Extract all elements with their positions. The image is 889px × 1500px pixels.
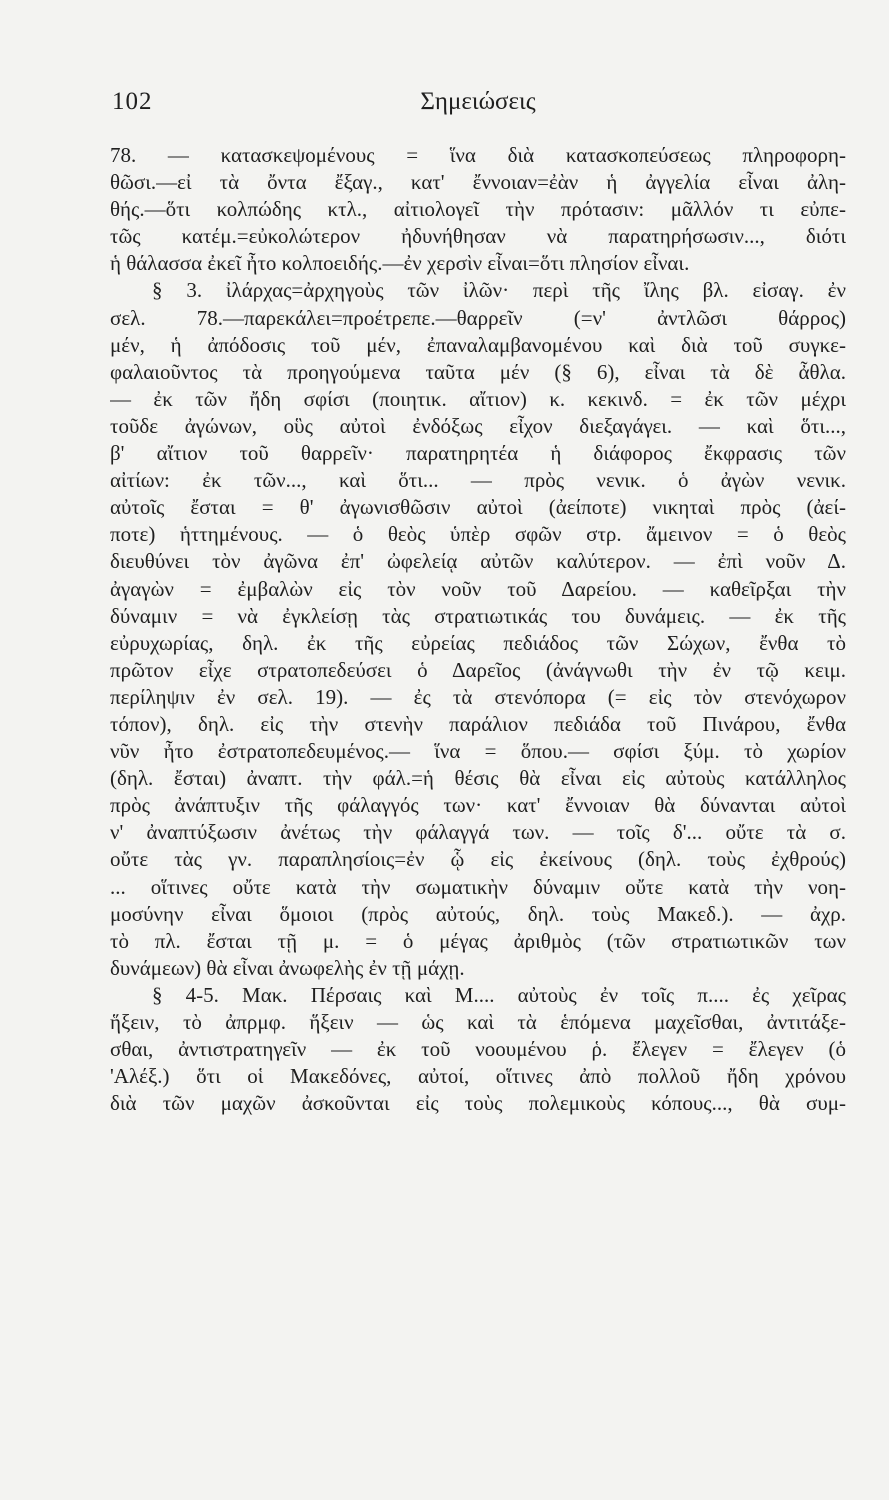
text-line: διευθύνει τὸν ἀγῶνα ἐπ' ὠφελείᾳ αὐτῶν καλύτερον. — ἐπὶ νοῦν Δ. xyxy=(110,549,846,574)
text-line: ἥξειν, τὸ ἀπρμφ. ἥξειν — ὡς καὶ τὰ ἑπόμενα μαχεῖσθαι, ἀντιτάξε- xyxy=(110,1010,846,1034)
text-line: β' αἴτιον τοῦ θαρρεῖν· παρατηρητέα ἡ διάφορος ἔκφρασις τῶν xyxy=(110,441,846,466)
text-line: φαλαιοῦντος τὰ προηγούμενα ταῦτα μέν (§ 6), εἶναι τὰ δὲ ἆθλα. xyxy=(110,359,846,384)
text-line: αὐτοῖς ἔσται = θ' ἀγωνισθῶσιν αὐτοὶ (ἀείποτε) νικηταὶ πρὸς (ἀεί- xyxy=(110,495,846,520)
text-line: ποτε) ἡττημένους. — ὁ θεὸς ὑπὲρ σφῶν στρ. ἄμεινον = ὁ θεὸς xyxy=(110,522,846,547)
text-line: § 3. ἰλάρχας=ἀρχηγοὺς τῶν ἰλῶν· περὶ τῆς ἴλης βλ. εἰσαγ. ἐν xyxy=(152,278,846,303)
text-line: τὸ πλ. ἔσται τῇ μ. = ὁ μέγας ἀριθμὸς (τῶν στρατιωτικῶν των xyxy=(110,928,846,953)
notes-body xyxy=(110,142,846,1117)
text-line: ἀγαγὼν = ἐμβαλὼν εἰς τὸν νοῦν τοῦ Δαρείου. — καθεῖρξαι τὴν xyxy=(110,576,846,601)
text-line: οὔτε τὰς γν. παραπλησίοις=ἐν ᾧ εἰς ἐκείνους (δηλ. τοὺς ἐχθρούς) xyxy=(110,847,846,872)
text-line: θής.—ὅτι κολπώδης κτλ., αἰτιολογεῖ τὴν πρότασιν: μᾶλλόν τι εὐπε- xyxy=(110,197,846,222)
text-line: 78. — κατασκεψομένους = ἵνα διὰ κατασκοπεύσεως πληροφορη- xyxy=(110,143,846,167)
text-line: σελ. 78.—παρεκάλει=προέτρεπε.—θαρρεῖν (=ν' ἀντλῶσι θάρρος) xyxy=(110,305,846,330)
text-line: νῦν ἦτο ἐστρατοπεδευμένος.— ἵνα = ὅπου.— σφίσι ξύμ. τὸ χωρίον xyxy=(110,739,846,764)
text-line: ν' ἀναπτύξωσιν ἀνέτως τὴν φάλαγγά των. — τοῖς δ'... οὔτε τὰ σ. xyxy=(110,820,846,845)
text-line: σθαι, ἀντιστρατηγεῖν — ἐκ τοῦ νοουμένου ῥ. ἔλεγεν = ἔλεγεν (ὁ xyxy=(110,1037,846,1062)
text-line: περίληψιν ἐν σελ. 19). — ἐς τὰ στενόπορα (= εἰς τὸν στενόχωρον xyxy=(110,684,846,709)
text-line: § 4-5. Μακ. Πέρσαις καὶ Μ.... αὐτοὺς ἐν τοῖς π.... ἐς χεῖρας xyxy=(152,982,846,1007)
text-line: — ἐκ τῶν ἤδη σφίσι (ποιητικ. αἴτιον) κ. κεκινδ. = ἐκ τῶν μέχρι xyxy=(110,386,846,411)
text-line: (δηλ. ἔσται) ἀναπτ. τὴν φάλ.=ἡ θέσις θὰ εἶναι εἰς αὐτοὺς κατάλληλος xyxy=(110,766,846,791)
text-line: δυνάμεων) θὰ εἶναι ἀνωφελὴς ἐν τῇ μάχῃ. xyxy=(110,955,465,980)
text-line: ἡ θάλασσα ἐκεῖ ἦτο κολποειδής.—ἐν χερσὶν εἶναι=ὅτι πλησίον εἶναι. xyxy=(110,251,690,276)
running-title: Σημειώσεις xyxy=(420,88,536,115)
text-line: τῶς κατέμ.=εὐκολώτερον ἠδυνήθησαν νὰ παρατηρήσωσιν..., διότι xyxy=(110,224,846,249)
text-line: τοῦδε ἀγώνων, οὓς αὐτοὶ ἐνδόξως εἶχον διεξαγάγει. — καὶ ὅτι..., xyxy=(110,413,846,438)
text-line: μοσύνην εἶναι ὅμοιοι (πρὸς αὐτούς, δηλ. τοὺς Μακεδ.). — ἀχρ. xyxy=(110,901,846,926)
text-line: τόπον), δηλ. εἰς τὴν στενὴν παράλιον πεδιάδα τοῦ Πινάρου, ἔνθα xyxy=(110,711,846,736)
text-line: πρὸς ἀνάπτυξιν τῆς φάλαγγός των· κατ' ἔννοιαν θὰ δύνανται αὐτοὶ xyxy=(110,793,846,818)
text-line: θῶσι.—εἰ τὰ ὄντα ἔξαγ., κατ' ἔννοιαν=ἐὰν ἡ ἀγγελία εἶναι ἀλη- xyxy=(110,170,846,195)
page-number: 102 xyxy=(112,88,153,115)
text-line: μέν, ἡ ἀπόδοσις τοῦ μέν, ἐπαναλαμβανομένου καὶ διὰ τοῦ συγκε- xyxy=(110,332,846,357)
text-line: δύναμιν = νὰ ἐγκλείσῃ τὰς στρατιωτικάς του δυνάμεις. — ἐκ τῆς xyxy=(110,603,846,628)
text-line: διὰ τῶν μαχῶν ἀσκοῦνται εἰς τοὺς πολεμικοὺς κόπους..., θὰ συμ- xyxy=(110,1091,846,1116)
text-line: αἰτίων: ἐκ τῶν..., καὶ ὅτι... — πρὸς νενικ. ὁ ἀγὼν νενικ. xyxy=(110,468,846,493)
text-line: ... οἵτινες οὔτε κατὰ τὴν σωματικὴν δύναμιν οὔτε κατὰ τὴν νοη- xyxy=(110,874,846,899)
text-line: εὐρυχωρίας, δηλ. ἐκ τῆς εὐρείας πεδιάδος τῶν Σώχων, ἔνθα τὸ xyxy=(110,630,846,655)
page-header xyxy=(112,80,844,120)
text-line: 'Αλέξ.) ὅτι οἱ Μακεδόνες, αὐτοί, οἵτινες ἀπὸ πολλοῦ ἤδη χρόνου xyxy=(110,1064,846,1089)
text-line: πρῶτον εἶχε στρατοπεδεύσει ὁ Δαρεῖος (ἀνάγνωθι τὴν ἐν τῷ κειμ. xyxy=(110,657,846,682)
